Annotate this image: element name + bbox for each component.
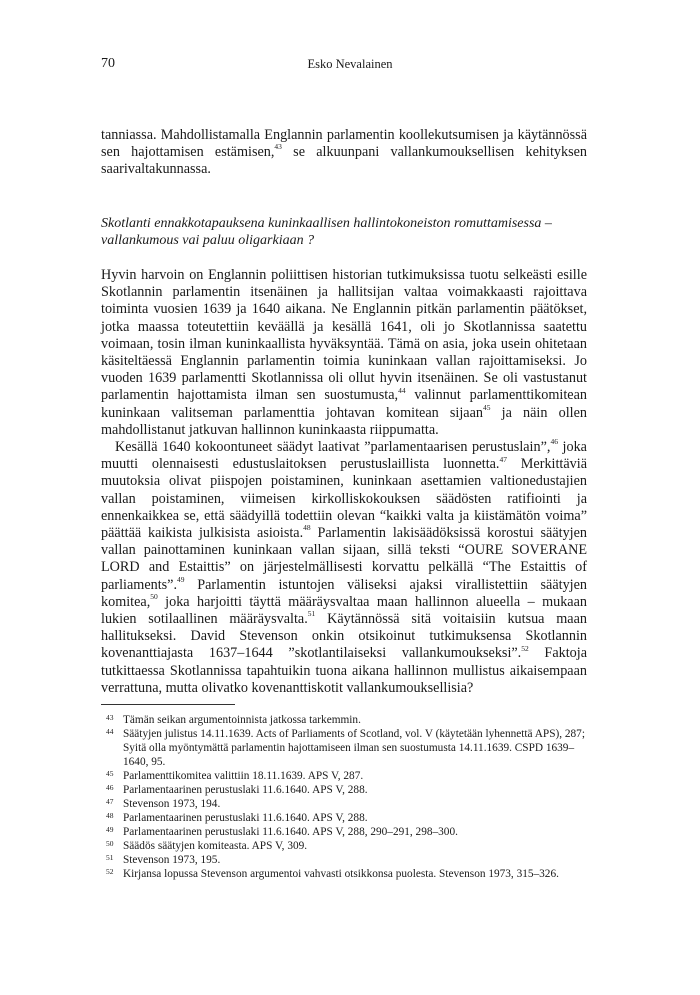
footnote-ref: 49 (177, 574, 185, 584)
footnote-number: 45 (106, 769, 114, 778)
intro-text: se alkuunpani vallankumouksellisen kehityksen saarivaltakunnassa. (101, 144, 587, 178)
footnote-number: 46 (106, 783, 114, 792)
paragraph-text: Kesällä 1640 kokoontuneet säädyt laativat ”parlamentaarisen perustuslain”, (115, 439, 551, 456)
paragraph-text: ja näin ollen mahdollistanut jatkuvan hallinnon kuninkaasta riippumatta. (101, 404, 587, 438)
footnote-number: 50 (106, 839, 114, 848)
footnote (101, 727, 587, 769)
footnote-number: 49 (106, 825, 114, 834)
footnote-ref: 52 (521, 643, 529, 653)
footnote-text: Säätyjen julistus 14.11.1639. Acts of Parliaments of Scotland, vol. V (käytetään lyhennettä APS), 287; Syitä olla myöntymättä parlamentin hajottamiseen ilman sen suostumusta 14.11.1639. CSPD 1639–1640, 95. (123, 728, 585, 768)
intro-paragraph (101, 127, 587, 179)
paragraph-text: joka muutti olennaisesti edustuslaitoksen perustuslaillista luonnetta. (101, 439, 587, 473)
footnote-number: 51 (106, 853, 114, 862)
footnote (101, 783, 587, 797)
footnote-number: 48 (106, 811, 114, 820)
page-number: 70 (101, 56, 115, 71)
footnote-ref: 45 (482, 402, 491, 412)
footnote-ref: 43 (274, 142, 282, 152)
footnote-text: Stevenson 1973, 194. (123, 798, 221, 810)
paragraph-text: joka harjoitti täyttä määräysvaltaa maan hallinnon alueella – mukaan lukien sotilaallinen määräysvalta. (101, 593, 587, 628)
footnote-number: 52 (106, 867, 114, 876)
paragraph-2 (101, 439, 587, 697)
paragraph-text: Merkittäviä muutoksia olivat piispojen poistaminen, kuninkaan asettamien valtionedustajien vallan poistaminen, viimeisen kirkolliskokouksen säädösten ratifiointi ja ennenkaikkea se, että säädyillä todettiin olevan “kaikki valta ja kiistämätön voima” päättää kaikista julkisista asioista. (101, 456, 587, 542)
footnote-ref: 51 (307, 609, 316, 619)
footnote-text: Parlamenttikomitea valittiin 18.11.1639. APS V, 287. (123, 770, 364, 782)
paragraph-text: Parlamentin istuntojen väliseksi ajaksi virallistettiin säätyjen komitea, (101, 576, 587, 610)
footnote-divider (101, 704, 235, 705)
footnote-number: 44 (106, 727, 114, 736)
footnote-ref: 44 (398, 385, 406, 395)
footnote (101, 811, 587, 825)
footnotes (101, 713, 587, 881)
footnote-ref: 46 (550, 437, 558, 447)
paragraph-text: Parlamentin lakisäädöksissä korostui säätyjen vallan painottaminen kuninkaan vallan sijaan, sillä teksti “OURE SOVERANE LORD and Estaittis” on järjestelmällisesti korvattu pelkällä “The Estaittis of parliaments”. (101, 525, 587, 593)
footnote (101, 769, 587, 783)
paragraph-text: valinnut parlamenttikomitean kuninkaan valitseman parlamenttia johtavan komitean sijaan (101, 387, 587, 421)
paragraph-1 (101, 267, 587, 439)
paragraph-text: Faktoja tutkittaessa Skotlannissa tapahtuikin tuona aikana hallinnon mullistus aikaisempaan verrattuna, mutta olivatko kovenanttiskotit vallankumouksellisia? (101, 645, 587, 696)
footnote-ref: 47 (499, 454, 507, 464)
footnote-ref: 50 (150, 592, 158, 602)
footnote-text: Stevenson 1973, 195. (123, 854, 221, 866)
footnote (101, 839, 587, 853)
footnote-ref: 48 (303, 523, 311, 533)
footnote-text: Parlamentaarinen perustuslaki 11.6.1640. APS V, 288. (123, 812, 368, 824)
intro-text: tanniassa. Mahdollistamalla Englannin parlamentin koollekutsumisen ja käytännössä sen hajottamisen estämisen, (101, 127, 587, 161)
footnote-number: 47 (106, 797, 114, 806)
footnote-text: Tämän seikan argumentoinnista jatkossa tarkemmin. (123, 714, 361, 726)
footnote-number: 43 (106, 713, 114, 722)
footnote (101, 867, 587, 881)
main-text (101, 267, 587, 697)
running-head-author: Esko Nevalainen (307, 57, 393, 71)
footnote (101, 825, 587, 839)
paragraph-text: Hyvin harvoin on Englannin poliittisen historian tutkimuksissa tuotu selkeästi esille Skotlannin parlamentin itsenäinen ja hallitsijan valtaa voimakkaasti rajoittava toiminta vuosien 1639 ja 1640 aikana. Ne Englannin pitkän parlamentin päätökset, jotka maassa toteutettiin keväällä ja kesällä 1641, oli jo Skotlannissa saatettu voimaan, tosin ilman kuninkaallista hyväksyntää. Tämä on asia, joka usein ohitetaan käsiteltäessä Englannin parlamentin toimia kuninkaan vallan rajoittamiseksi. Jo vuoden 1639 parlamentti Skotlannissa oli ollut hyvin itsenäinen. Se oli vastustanut parlamentin hajottamista ilman sen suostumusta, (101, 267, 587, 404)
footnote-text: Parlamentaarinen perustuslaki 11.6.1640. APS V, 288. (123, 784, 368, 796)
footnote (101, 713, 587, 727)
footnote-text: Kirjansa lopussa Stevenson argumentoi vahvasti otsikkonsa puolesta. Stevenson 1973, 315–326. (123, 868, 559, 880)
footnote (101, 797, 587, 811)
footnote-text: Säädös säätyjen komiteasta. APS V, 309. (123, 840, 308, 852)
footnote (101, 853, 587, 867)
footnote-text: Parlamentaarinen perustuslaki 11.6.1640. APS V, 288, 290–291, 298–300. (123, 826, 458, 838)
paragraph-text: Käytännössä sitä voitaisiin kutsua maan hallitukseksi. David Stevenson onkin otsikoinut tutkimuksensa Skotlannin kovenanttiajasta 1637–1644 ”skotlantilaiseksi vallankumoukseksi”. (101, 611, 587, 662)
section-heading: Skotlanti ennakkotapauksena kuninkaallisen hallintokoneiston romuttamisessa – vallankumous vai paluu oligarkiaan ? (101, 216, 552, 248)
